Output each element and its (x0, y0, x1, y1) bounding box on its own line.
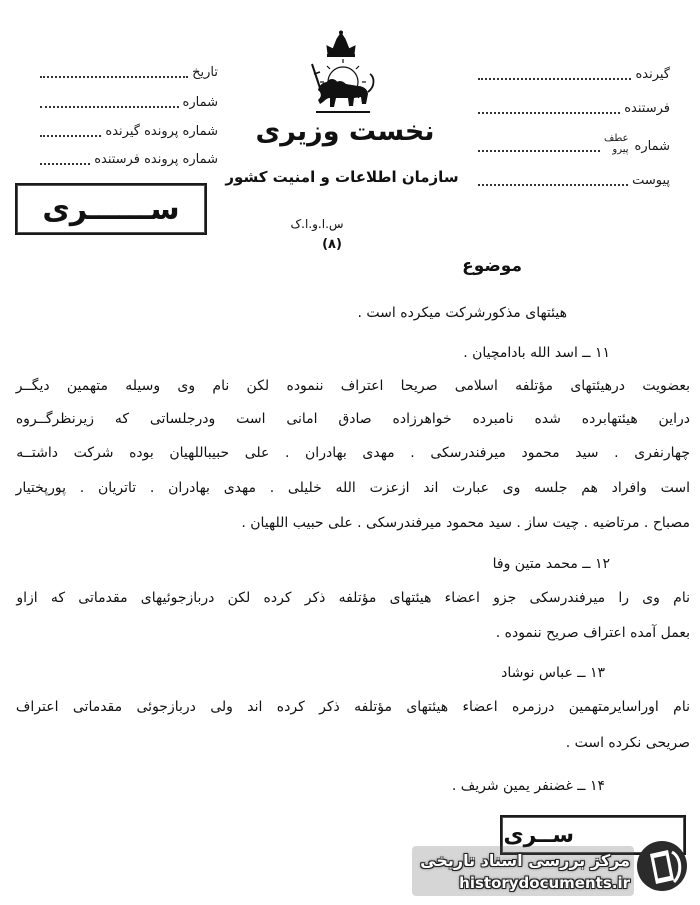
body-line-text: نام وی را میرفندرسکی جزو اعضاء هیئتهای مؤتلفه ذکر کرده لکن دربازجوئیهای مقدماتی که ازاو (16, 590, 690, 606)
item-heading-14 (395, 775, 605, 797)
bottom-stamp-text: ســری (503, 822, 574, 848)
date-dotted-line (40, 76, 188, 78)
item-heading-text: ۱۱ ــ اسد الله بادامچیان . (463, 345, 610, 361)
body-line-text: مصباح . مرتاضیه . چیت ساز . سید محمود میرفندرسکی . علی حبیب اللهیان . (241, 515, 690, 531)
recipient-file-number-field (40, 119, 218, 141)
body-line-text: صریحی نکرده است . (565, 735, 690, 751)
recipient-file-dotted-line (40, 135, 101, 137)
secret-stamp-text: ســــــری (42, 191, 180, 227)
number-dotted-line-left (40, 106, 179, 108)
body-line-12 (14, 696, 690, 718)
sender-file-number-label: شماره پرونده فرستنده (94, 152, 218, 167)
sender-field (478, 96, 670, 118)
recipient-label: گیرنده (635, 67, 670, 82)
sender-label: فرستنده (624, 101, 670, 116)
page-marker-text: (۸) (322, 237, 342, 252)
recipient-file-number-label: شماره پرونده گیرنده (105, 124, 218, 139)
savak-abbreviation-text: س.ا.و.ا.ک (290, 217, 344, 231)
item-heading-text: ۱۲ ــ محمد متین وفا (492, 556, 610, 572)
body-line-5 (14, 442, 690, 464)
body-line-10 (390, 622, 690, 644)
body-line-7 (145, 512, 690, 534)
attachment-field (478, 168, 670, 190)
watermark-site (420, 872, 630, 894)
body-line-13 (460, 732, 690, 754)
watermark-title-text: مرکز بررسی اسناد تاریخی (420, 851, 630, 870)
sender-file-dotted-line (40, 163, 90, 165)
body-line-4 (14, 408, 690, 430)
reference-number-field (478, 130, 670, 156)
followup-label: پیرو (612, 144, 629, 155)
item-heading-13 (455, 662, 605, 684)
secret-classification-stamp (15, 183, 207, 235)
item-heading-12 (420, 553, 610, 575)
ministry-title (255, 112, 435, 152)
attachment-label: پیوست (632, 173, 670, 188)
body-line-6 (14, 477, 690, 499)
page-marker (312, 234, 352, 252)
reference-number-label: شماره (634, 139, 670, 154)
item-heading-text: ۱۴ ــ غضنفر یمین شریف . (451, 778, 605, 794)
date-label: تاریخ (192, 65, 218, 80)
recipient-field (478, 62, 670, 84)
recipient-dotted-line (478, 78, 631, 80)
body-line-text: نام اوراسایرمتهمین درزمره اعضاء هیئتهای مؤتلفه ذکر کرده اند ولی دربازجوئی مقدماتی اعتراف (15, 699, 690, 715)
reference-label: عطف (604, 133, 629, 144)
number-label-left: شماره (182, 95, 218, 110)
sender-file-number-field (40, 147, 218, 169)
ministry-title-text: نخست وزیری (255, 116, 435, 147)
body-line-3 (14, 375, 690, 397)
number-field-left (40, 90, 218, 112)
item-heading-text: ۱۳ ــ عباس نوشاد (501, 665, 605, 681)
subject-heading (452, 254, 522, 278)
watermark-site-text: historydocuments.ir (459, 874, 630, 892)
sender-dotted-line (478, 112, 620, 114)
savak-abbreviation (278, 214, 356, 232)
attachment-dotted-line (478, 184, 628, 186)
watermark-title (416, 850, 630, 872)
body-line-text: چهارنفری . سید محمود میرفندرسکی . مهدی بهادران . علی حبیباللهیان بوده شرکت داشتــه (16, 445, 690, 461)
body-line-text: است وافراد هم جلسه وی عبارت اند ازعزت الله خلیلی . مهدی بهادران . تاتریان . پورپختیار (15, 480, 690, 496)
history-documents-logo-icon (636, 840, 688, 892)
body-line-text: بعضویت درهیئتهای مؤتلفه اسلامی صریحا اعتراف ننموده لکن نام وی وسیله متهمین دیگــر (15, 378, 690, 394)
body-line-text: هیئتهای مذکورشرکت میکرده است . (357, 305, 567, 321)
item-heading-11 (400, 342, 610, 364)
lion-and-sun-emblem-icon (298, 30, 384, 118)
body-line-1 (237, 302, 567, 324)
body-line-text: بعمل آمده اعتراف صریح ننموده . (495, 625, 690, 641)
subject-label: موضوع (462, 256, 522, 276)
date-field (40, 60, 218, 82)
reference-dotted-line (478, 150, 600, 152)
body-line-text: دراین هیئتهابرده شده نامبرده خواهرزاده صادق امانی است ودرجلساتی که زیرنظرگــروه (15, 411, 690, 427)
organization-title (222, 160, 462, 194)
reference-type-stack (604, 133, 629, 155)
organization-title-text: سازمان اطلاعات و امنیت کشور (225, 168, 459, 186)
body-line-9 (14, 587, 690, 609)
